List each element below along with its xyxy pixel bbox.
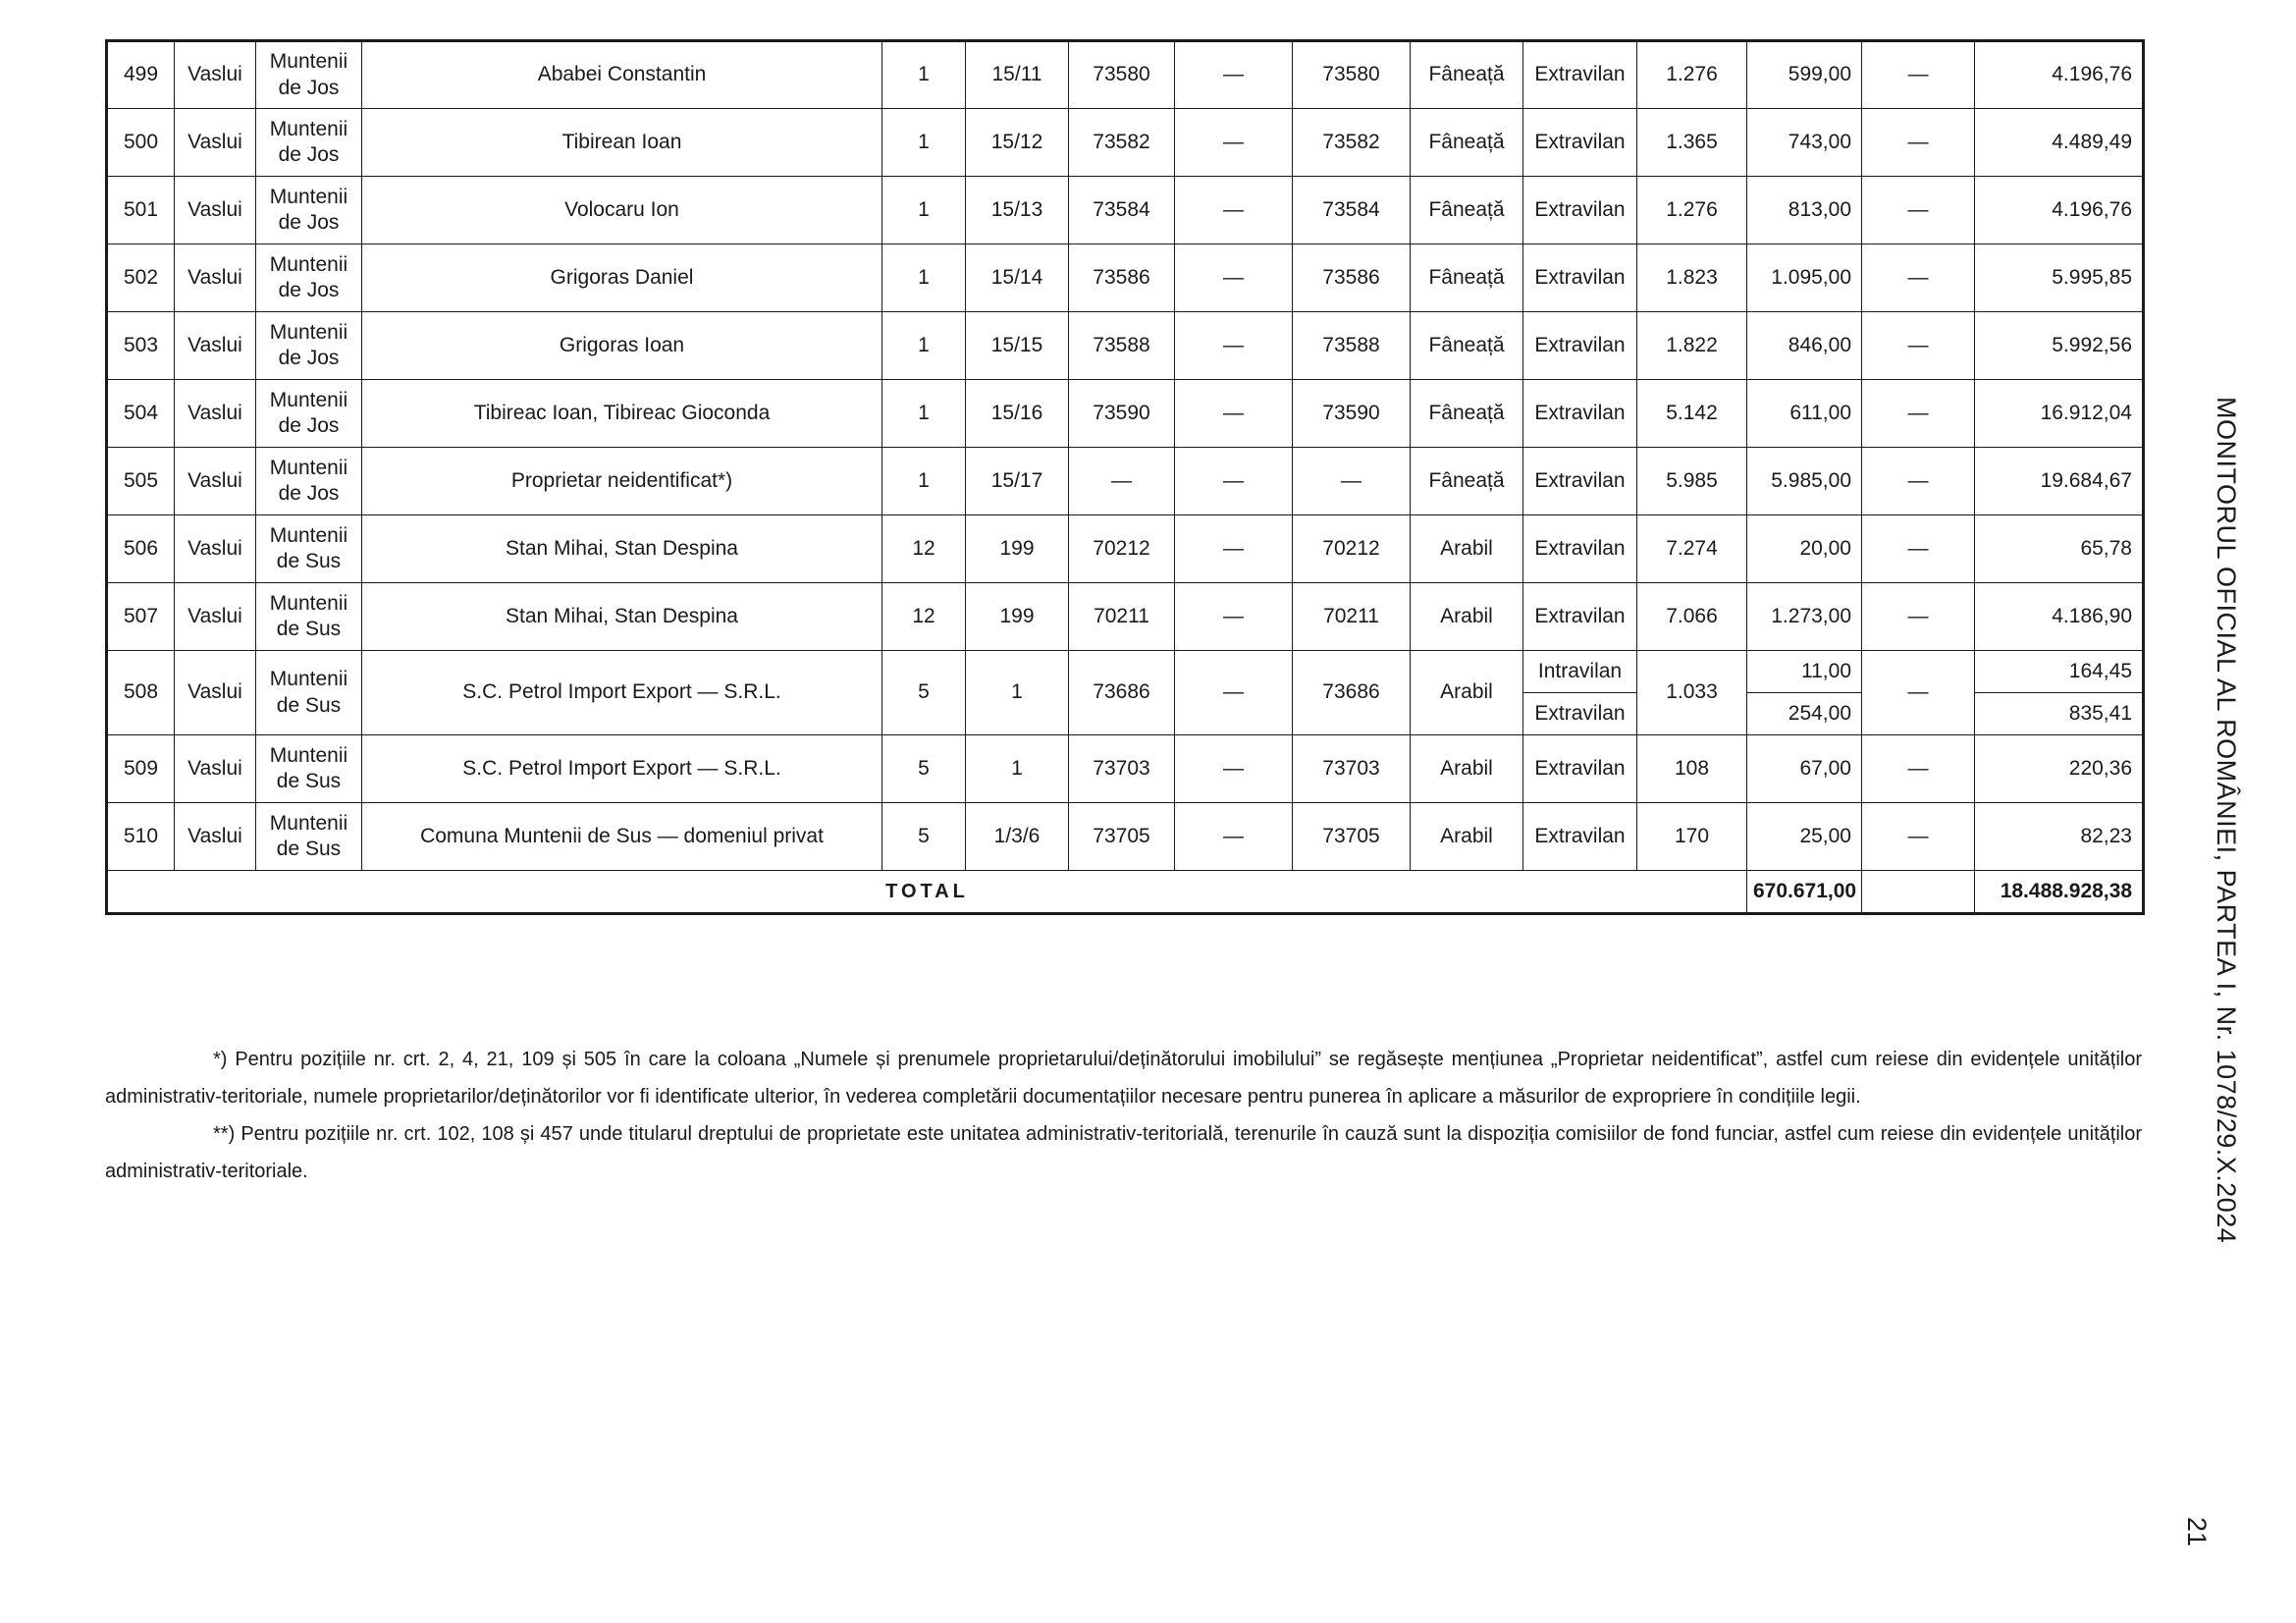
parcel-number-cell: 199 bbox=[966, 583, 1069, 651]
county-cell: Vaslui bbox=[175, 244, 256, 312]
land-use-cell: Fâneață bbox=[1411, 177, 1523, 244]
cadastral-number-cell: 73582 bbox=[1069, 109, 1175, 177]
compensation-value-cell: 4.489,49 bbox=[1975, 109, 2144, 177]
land-use-cell: Arabil bbox=[1411, 583, 1523, 651]
table-row bbox=[107, 651, 2144, 693]
total-price: 18.488.928,38 bbox=[1975, 871, 2144, 914]
cf-number-cell: 73590 bbox=[1293, 380, 1411, 448]
expropriated-area-cell: 1.095,00 bbox=[1747, 244, 1862, 312]
parcel-number-cell: 1 bbox=[966, 735, 1069, 803]
table-row bbox=[107, 109, 2144, 177]
table-row bbox=[107, 380, 2144, 448]
empty-column-cell: — bbox=[1862, 312, 1975, 380]
expropriated-area-cell: 1.273,00 bbox=[1747, 583, 1862, 651]
parcel-number-cell: 15/17 bbox=[966, 448, 1069, 515]
carte-funciara-cell: — bbox=[1175, 803, 1293, 871]
page-number: 21 bbox=[2182, 1517, 2212, 1547]
zone-cell: Extravilan bbox=[1523, 177, 1637, 244]
zone-cell: Intravilan bbox=[1523, 651, 1637, 693]
total-empty-cell bbox=[1862, 871, 1975, 914]
county-cell: Vaslui bbox=[175, 41, 256, 109]
zone-cell: Extravilan bbox=[1523, 41, 1637, 109]
land-use-cell: Arabil bbox=[1411, 803, 1523, 871]
empty-column-cell: — bbox=[1862, 448, 1975, 515]
compensation-value-cell: 835,41 bbox=[1975, 693, 2144, 735]
carte-funciara-cell: — bbox=[1175, 41, 1293, 109]
row-number-cell: 502 bbox=[107, 244, 175, 312]
tarla-number-cell: 1 bbox=[882, 177, 966, 244]
zone-cell: Extravilan bbox=[1523, 515, 1637, 583]
row-number-cell: 505 bbox=[107, 448, 175, 515]
parcel-number-cell: 199 bbox=[966, 515, 1069, 583]
cf-number-cell: 73588 bbox=[1293, 312, 1411, 380]
parcel-number-cell: 15/11 bbox=[966, 41, 1069, 109]
zone-cell: Extravilan bbox=[1523, 693, 1637, 735]
row-number-cell: 507 bbox=[107, 583, 175, 651]
footnotes bbox=[105, 1041, 2142, 1190]
cadastral-number-cell: 73686 bbox=[1069, 651, 1175, 735]
land-use-cell: Fâneață bbox=[1411, 244, 1523, 312]
county-cell: Vaslui bbox=[175, 515, 256, 583]
tarla-number-cell: 12 bbox=[882, 583, 966, 651]
cf-number-cell: 73686 bbox=[1293, 651, 1411, 735]
expropriated-area-cell: 67,00 bbox=[1747, 735, 1862, 803]
county-cell: Vaslui bbox=[175, 735, 256, 803]
parcel-surface-cell: 7.066 bbox=[1637, 583, 1747, 651]
zone-cell: Extravilan bbox=[1523, 244, 1637, 312]
land-use-cell: Arabil bbox=[1411, 735, 1523, 803]
parcel-surface-cell: 1.033 bbox=[1637, 651, 1747, 735]
tarla-number-cell: 1 bbox=[882, 448, 966, 515]
cf-number-cell: 73582 bbox=[1293, 109, 1411, 177]
expropriated-area-cell: 846,00 bbox=[1747, 312, 1862, 380]
tarla-number-cell: 5 bbox=[882, 803, 966, 871]
cf-number-cell: 73586 bbox=[1293, 244, 1411, 312]
cadastral-number-cell: 70211 bbox=[1069, 583, 1175, 651]
carte-funciara-cell: — bbox=[1175, 515, 1293, 583]
cadastral-number-cell: 73703 bbox=[1069, 735, 1175, 803]
row-number-cell: 503 bbox=[107, 312, 175, 380]
empty-column-cell: — bbox=[1862, 380, 1975, 448]
locality-cell: Muntenii de Sus bbox=[256, 515, 362, 583]
cf-number-cell: 73705 bbox=[1293, 803, 1411, 871]
cadastral-number-cell: — bbox=[1069, 448, 1175, 515]
expropriation-table bbox=[105, 39, 2145, 915]
empty-column-cell: — bbox=[1862, 803, 1975, 871]
expropriated-area-cell: 611,00 bbox=[1747, 380, 1862, 448]
zone-cell: Extravilan bbox=[1523, 735, 1637, 803]
tarla-number-cell: 5 bbox=[882, 735, 966, 803]
total-area: 670.671,00 bbox=[1747, 871, 1862, 914]
tarla-number-cell: 12 bbox=[882, 515, 966, 583]
total-row bbox=[107, 871, 2144, 914]
carte-funciara-cell: — bbox=[1175, 312, 1293, 380]
parcel-surface-cell: 1.276 bbox=[1637, 41, 1747, 109]
footnote-1: *) Pentru pozițiile nr. crt. 2, 4, 21, 109 și 505 în care la coloana „Numele și prenumele proprietarului/deținătorului imobilului” se regăsește mențiunea „Proprietar neidentificat”, astfel cum reiese din evidențele unităților administrativ-teritoriale, numele proprietarilor/deținătorilor vor fi identificate ulterior, în vederea completării documentațiilor necesare pentru punerea în aplicare a măsurilor de expropriere în condițiile legii. bbox=[105, 1049, 2142, 1108]
row-number-cell: 501 bbox=[107, 177, 175, 244]
row-number-cell: 510 bbox=[107, 803, 175, 871]
tarla-number-cell: 1 bbox=[882, 41, 966, 109]
cadastral-number-cell: 73586 bbox=[1069, 244, 1175, 312]
locality-cell: Muntenii de Sus bbox=[256, 583, 362, 651]
row-number-cell: 499 bbox=[107, 41, 175, 109]
parcel-surface-cell: 170 bbox=[1637, 803, 1747, 871]
table-row bbox=[107, 41, 2144, 109]
row-number-cell: 506 bbox=[107, 515, 175, 583]
table-row bbox=[107, 515, 2144, 583]
locality-cell: Muntenii de Jos bbox=[256, 380, 362, 448]
owner-name-cell: Volocaru Ion bbox=[362, 177, 882, 244]
carte-funciara-cell: — bbox=[1175, 177, 1293, 244]
county-cell: Vaslui bbox=[175, 803, 256, 871]
locality-cell: Muntenii de Sus bbox=[256, 735, 362, 803]
parcel-number-cell: 1/3/6 bbox=[966, 803, 1069, 871]
owner-name-cell: Tibirean Ioan bbox=[362, 109, 882, 177]
empty-column-cell: — bbox=[1862, 583, 1975, 651]
cadastral-number-cell: 73580 bbox=[1069, 41, 1175, 109]
cf-number-cell: 73584 bbox=[1293, 177, 1411, 244]
cf-number-cell: 73703 bbox=[1293, 735, 1411, 803]
locality-cell: Muntenii de Jos bbox=[256, 244, 362, 312]
parcel-number-cell: 15/13 bbox=[966, 177, 1069, 244]
empty-column-cell: — bbox=[1862, 41, 1975, 109]
cadastral-number-cell: 73705 bbox=[1069, 803, 1175, 871]
parcel-number-cell: 15/14 bbox=[966, 244, 1069, 312]
table-row bbox=[107, 448, 2144, 515]
owner-name-cell: Tibireac Ioan, Tibireac Gioconda bbox=[362, 380, 882, 448]
locality-cell: Muntenii de Jos bbox=[256, 41, 362, 109]
cf-number-cell: 73580 bbox=[1293, 41, 1411, 109]
land-use-cell: Fâneață bbox=[1411, 41, 1523, 109]
tarla-number-cell: 5 bbox=[882, 651, 966, 735]
parcel-surface-cell: 1.823 bbox=[1637, 244, 1747, 312]
cadastral-number-cell: 73584 bbox=[1069, 177, 1175, 244]
carte-funciara-cell: — bbox=[1175, 651, 1293, 735]
parcel-surface-cell: 5.985 bbox=[1637, 448, 1747, 515]
compensation-value-cell: 164,45 bbox=[1975, 651, 2144, 693]
tarla-number-cell: 1 bbox=[882, 380, 966, 448]
table-row bbox=[107, 803, 2144, 871]
carte-funciara-cell: — bbox=[1175, 109, 1293, 177]
tarla-number-cell: 1 bbox=[882, 109, 966, 177]
land-use-cell: Arabil bbox=[1411, 515, 1523, 583]
row-number-cell: 500 bbox=[107, 109, 175, 177]
publication-header: MONITORUL OFICIAL AL ROMÂNIEI, PARTEA I, Nr. 1078/29.X.2024 bbox=[2212, 397, 2241, 1244]
compensation-value-cell: 4.196,76 bbox=[1975, 41, 2144, 109]
empty-column-cell: — bbox=[1862, 735, 1975, 803]
cf-number-cell: 70211 bbox=[1293, 583, 1411, 651]
expropriated-area-cell: 11,00 bbox=[1747, 651, 1862, 693]
parcel-surface-cell: 108 bbox=[1637, 735, 1747, 803]
total-label: TOTAL bbox=[107, 871, 1747, 914]
empty-column-cell: — bbox=[1862, 177, 1975, 244]
owner-name-cell: Proprietar neidentificat*) bbox=[362, 448, 882, 515]
carte-funciara-cell: — bbox=[1175, 735, 1293, 803]
carte-funciara-cell: — bbox=[1175, 583, 1293, 651]
row-number-cell: 509 bbox=[107, 735, 175, 803]
county-cell: Vaslui bbox=[175, 380, 256, 448]
expropriated-area-cell: 599,00 bbox=[1747, 41, 1862, 109]
zone-cell: Extravilan bbox=[1523, 380, 1637, 448]
cf-number-cell: — bbox=[1293, 448, 1411, 515]
owner-name-cell: S.C. Petrol Import Export — S.R.L. bbox=[362, 651, 882, 735]
empty-column-cell: — bbox=[1862, 244, 1975, 312]
owner-name-cell: S.C. Petrol Import Export — S.R.L. bbox=[362, 735, 882, 803]
county-cell: Vaslui bbox=[175, 312, 256, 380]
tarla-number-cell: 1 bbox=[882, 244, 966, 312]
expropriated-area-cell: 813,00 bbox=[1747, 177, 1862, 244]
locality-cell: Muntenii de Sus bbox=[256, 803, 362, 871]
compensation-value-cell: 4.186,90 bbox=[1975, 583, 2144, 651]
compensation-value-cell: 4.196,76 bbox=[1975, 177, 2144, 244]
parcel-number-cell: 15/12 bbox=[966, 109, 1069, 177]
county-cell: Vaslui bbox=[175, 177, 256, 244]
owner-name-cell: Stan Mihai, Stan Despina bbox=[362, 515, 882, 583]
table-row bbox=[107, 244, 2144, 312]
row-number-cell: 504 bbox=[107, 380, 175, 448]
expropriated-area-cell: 254,00 bbox=[1747, 693, 1862, 735]
land-use-cell: Arabil bbox=[1411, 651, 1523, 735]
cadastral-number-cell: 73588 bbox=[1069, 312, 1175, 380]
expropriated-area-cell: 743,00 bbox=[1747, 109, 1862, 177]
carte-funciara-cell: — bbox=[1175, 380, 1293, 448]
cf-number-cell: 70212 bbox=[1293, 515, 1411, 583]
locality-cell: Muntenii de Jos bbox=[256, 448, 362, 515]
land-use-cell: Fâneață bbox=[1411, 448, 1523, 515]
tarla-number-cell: 1 bbox=[882, 312, 966, 380]
compensation-value-cell: 5.992,56 bbox=[1975, 312, 2144, 380]
county-cell: Vaslui bbox=[175, 583, 256, 651]
expropriated-area-cell: 25,00 bbox=[1747, 803, 1862, 871]
locality-cell: Muntenii de Jos bbox=[256, 177, 362, 244]
parcel-surface-cell: 5.142 bbox=[1637, 380, 1747, 448]
land-use-cell: Fâneață bbox=[1411, 109, 1523, 177]
zone-cell: Extravilan bbox=[1523, 312, 1637, 380]
compensation-value-cell: 82,23 bbox=[1975, 803, 2144, 871]
locality-cell: Muntenii de Jos bbox=[256, 109, 362, 177]
empty-column-cell: — bbox=[1862, 515, 1975, 583]
compensation-value-cell: 16.912,04 bbox=[1975, 380, 2144, 448]
parcel-surface-cell: 1.365 bbox=[1637, 109, 1747, 177]
cadastral-number-cell: 70212 bbox=[1069, 515, 1175, 583]
empty-column-cell: — bbox=[1862, 109, 1975, 177]
compensation-value-cell: 5.995,85 bbox=[1975, 244, 2144, 312]
table-row bbox=[107, 177, 2144, 244]
parcel-surface-cell: 1.822 bbox=[1637, 312, 1747, 380]
empty-column-cell: — bbox=[1862, 651, 1975, 735]
compensation-value-cell: 19.684,67 bbox=[1975, 448, 2144, 515]
carte-funciara-cell: — bbox=[1175, 244, 1293, 312]
county-cell: Vaslui bbox=[175, 651, 256, 735]
owner-name-cell: Stan Mihai, Stan Despina bbox=[362, 583, 882, 651]
parcel-number-cell: 15/15 bbox=[966, 312, 1069, 380]
land-use-cell: Fâneață bbox=[1411, 380, 1523, 448]
parcel-surface-cell: 1.276 bbox=[1637, 177, 1747, 244]
table-row bbox=[107, 312, 2144, 380]
table-row bbox=[107, 735, 2144, 803]
zone-cell: Extravilan bbox=[1523, 109, 1637, 177]
parcel-number-cell: 1 bbox=[966, 651, 1069, 735]
zone-cell: Extravilan bbox=[1523, 583, 1637, 651]
parcel-number-cell: 15/16 bbox=[966, 380, 1069, 448]
locality-cell: Muntenii de Jos bbox=[256, 312, 362, 380]
county-cell: Vaslui bbox=[175, 448, 256, 515]
parcel-surface-cell: 7.274 bbox=[1637, 515, 1747, 583]
owner-name-cell: Ababei Constantin bbox=[362, 41, 882, 109]
zone-cell: Extravilan bbox=[1523, 448, 1637, 515]
footnote-2: **) Pentru pozițiile nr. crt. 102, 108 și 457 unde titularul dreptului de proprietate este unitatea administrativ-teritorială, terenurile în cauză sunt la dispoziția comisiilor de fond funciar, astfel cum reiese din evidențele unităților administrativ-teritoriale. bbox=[105, 1123, 2142, 1182]
compensation-value-cell: 220,36 bbox=[1975, 735, 2144, 803]
row-number-cell: 508 bbox=[107, 651, 175, 735]
compensation-value-cell: 65,78 bbox=[1975, 515, 2144, 583]
owner-name-cell: Comuna Muntenii de Sus — domeniul privat bbox=[362, 803, 882, 871]
expropriated-area-cell: 20,00 bbox=[1747, 515, 1862, 583]
table-row bbox=[107, 583, 2144, 651]
county-cell: Vaslui bbox=[175, 109, 256, 177]
land-use-cell: Fâneață bbox=[1411, 312, 1523, 380]
owner-name-cell: Grigoras Ioan bbox=[362, 312, 882, 380]
owner-name-cell: Grigoras Daniel bbox=[362, 244, 882, 312]
expropriated-area-cell: 5.985,00 bbox=[1747, 448, 1862, 515]
carte-funciara-cell: — bbox=[1175, 448, 1293, 515]
cadastral-number-cell: 73590 bbox=[1069, 380, 1175, 448]
zone-cell: Extravilan bbox=[1523, 803, 1637, 871]
locality-cell: Muntenii de Sus bbox=[256, 651, 362, 735]
